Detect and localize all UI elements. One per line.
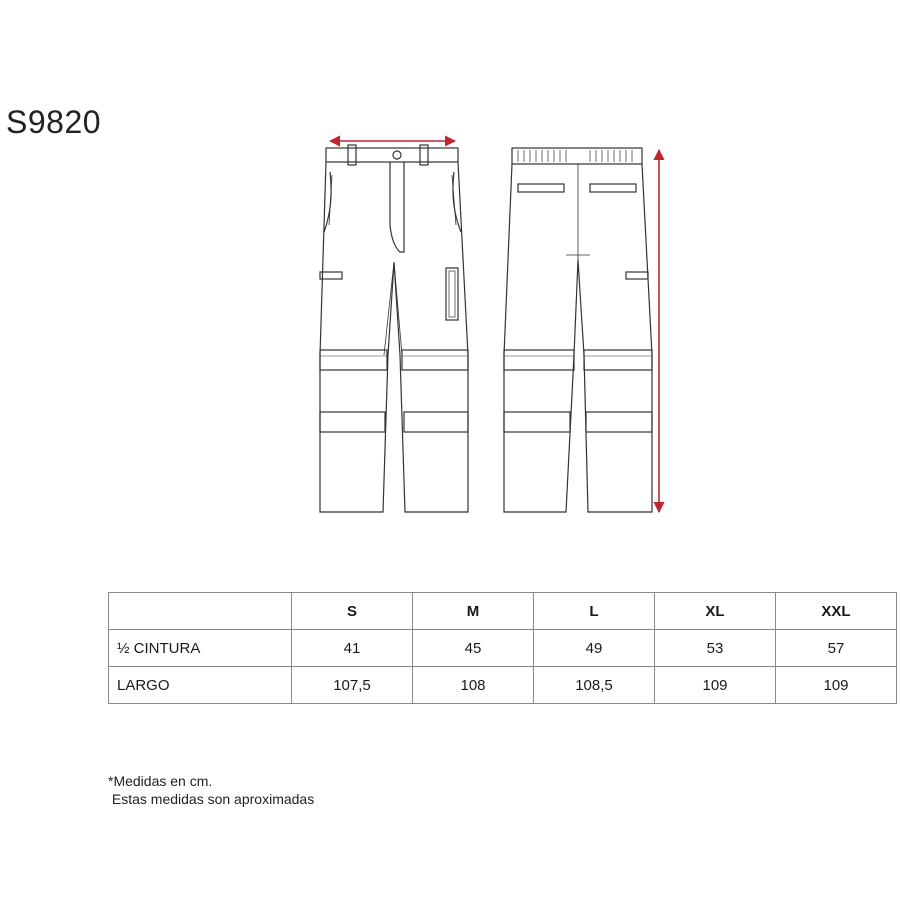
model-code-title: S9820 bbox=[6, 104, 102, 140]
measurement-notes bbox=[108, 772, 314, 808]
table-header-size: XL bbox=[655, 593, 776, 630]
table-header-size: S bbox=[292, 593, 413, 630]
table-cell: 109 bbox=[776, 667, 897, 704]
table-cell: 107,5 bbox=[292, 667, 413, 704]
pants-front-view bbox=[320, 145, 468, 512]
table-cell: 108,5 bbox=[534, 667, 655, 704]
table-header-empty bbox=[109, 593, 292, 630]
note-line: *Medidas en cm. bbox=[108, 773, 213, 789]
table-cell: 57 bbox=[776, 630, 897, 667]
table-header-size: M bbox=[413, 593, 534, 630]
table-cell: 45 bbox=[413, 630, 534, 667]
pants-back-view bbox=[504, 148, 652, 512]
row-label: LARGO bbox=[109, 667, 292, 704]
row-label: ½ CINTURA bbox=[109, 630, 292, 667]
table-row bbox=[109, 630, 897, 667]
table-header-size: XXL bbox=[776, 593, 897, 630]
table-cell: 41 bbox=[292, 630, 413, 667]
size-chart-table bbox=[108, 592, 897, 704]
table-cell: 49 bbox=[534, 630, 655, 667]
table-row bbox=[109, 667, 897, 704]
table-header-size: L bbox=[534, 593, 655, 630]
table-header-row bbox=[109, 593, 897, 630]
table-cell: 109 bbox=[655, 667, 776, 704]
table-cell: 53 bbox=[655, 630, 776, 667]
note-line: Estas medidas son aproximadas bbox=[108, 791, 315, 807]
table-cell: 108 bbox=[413, 667, 534, 704]
